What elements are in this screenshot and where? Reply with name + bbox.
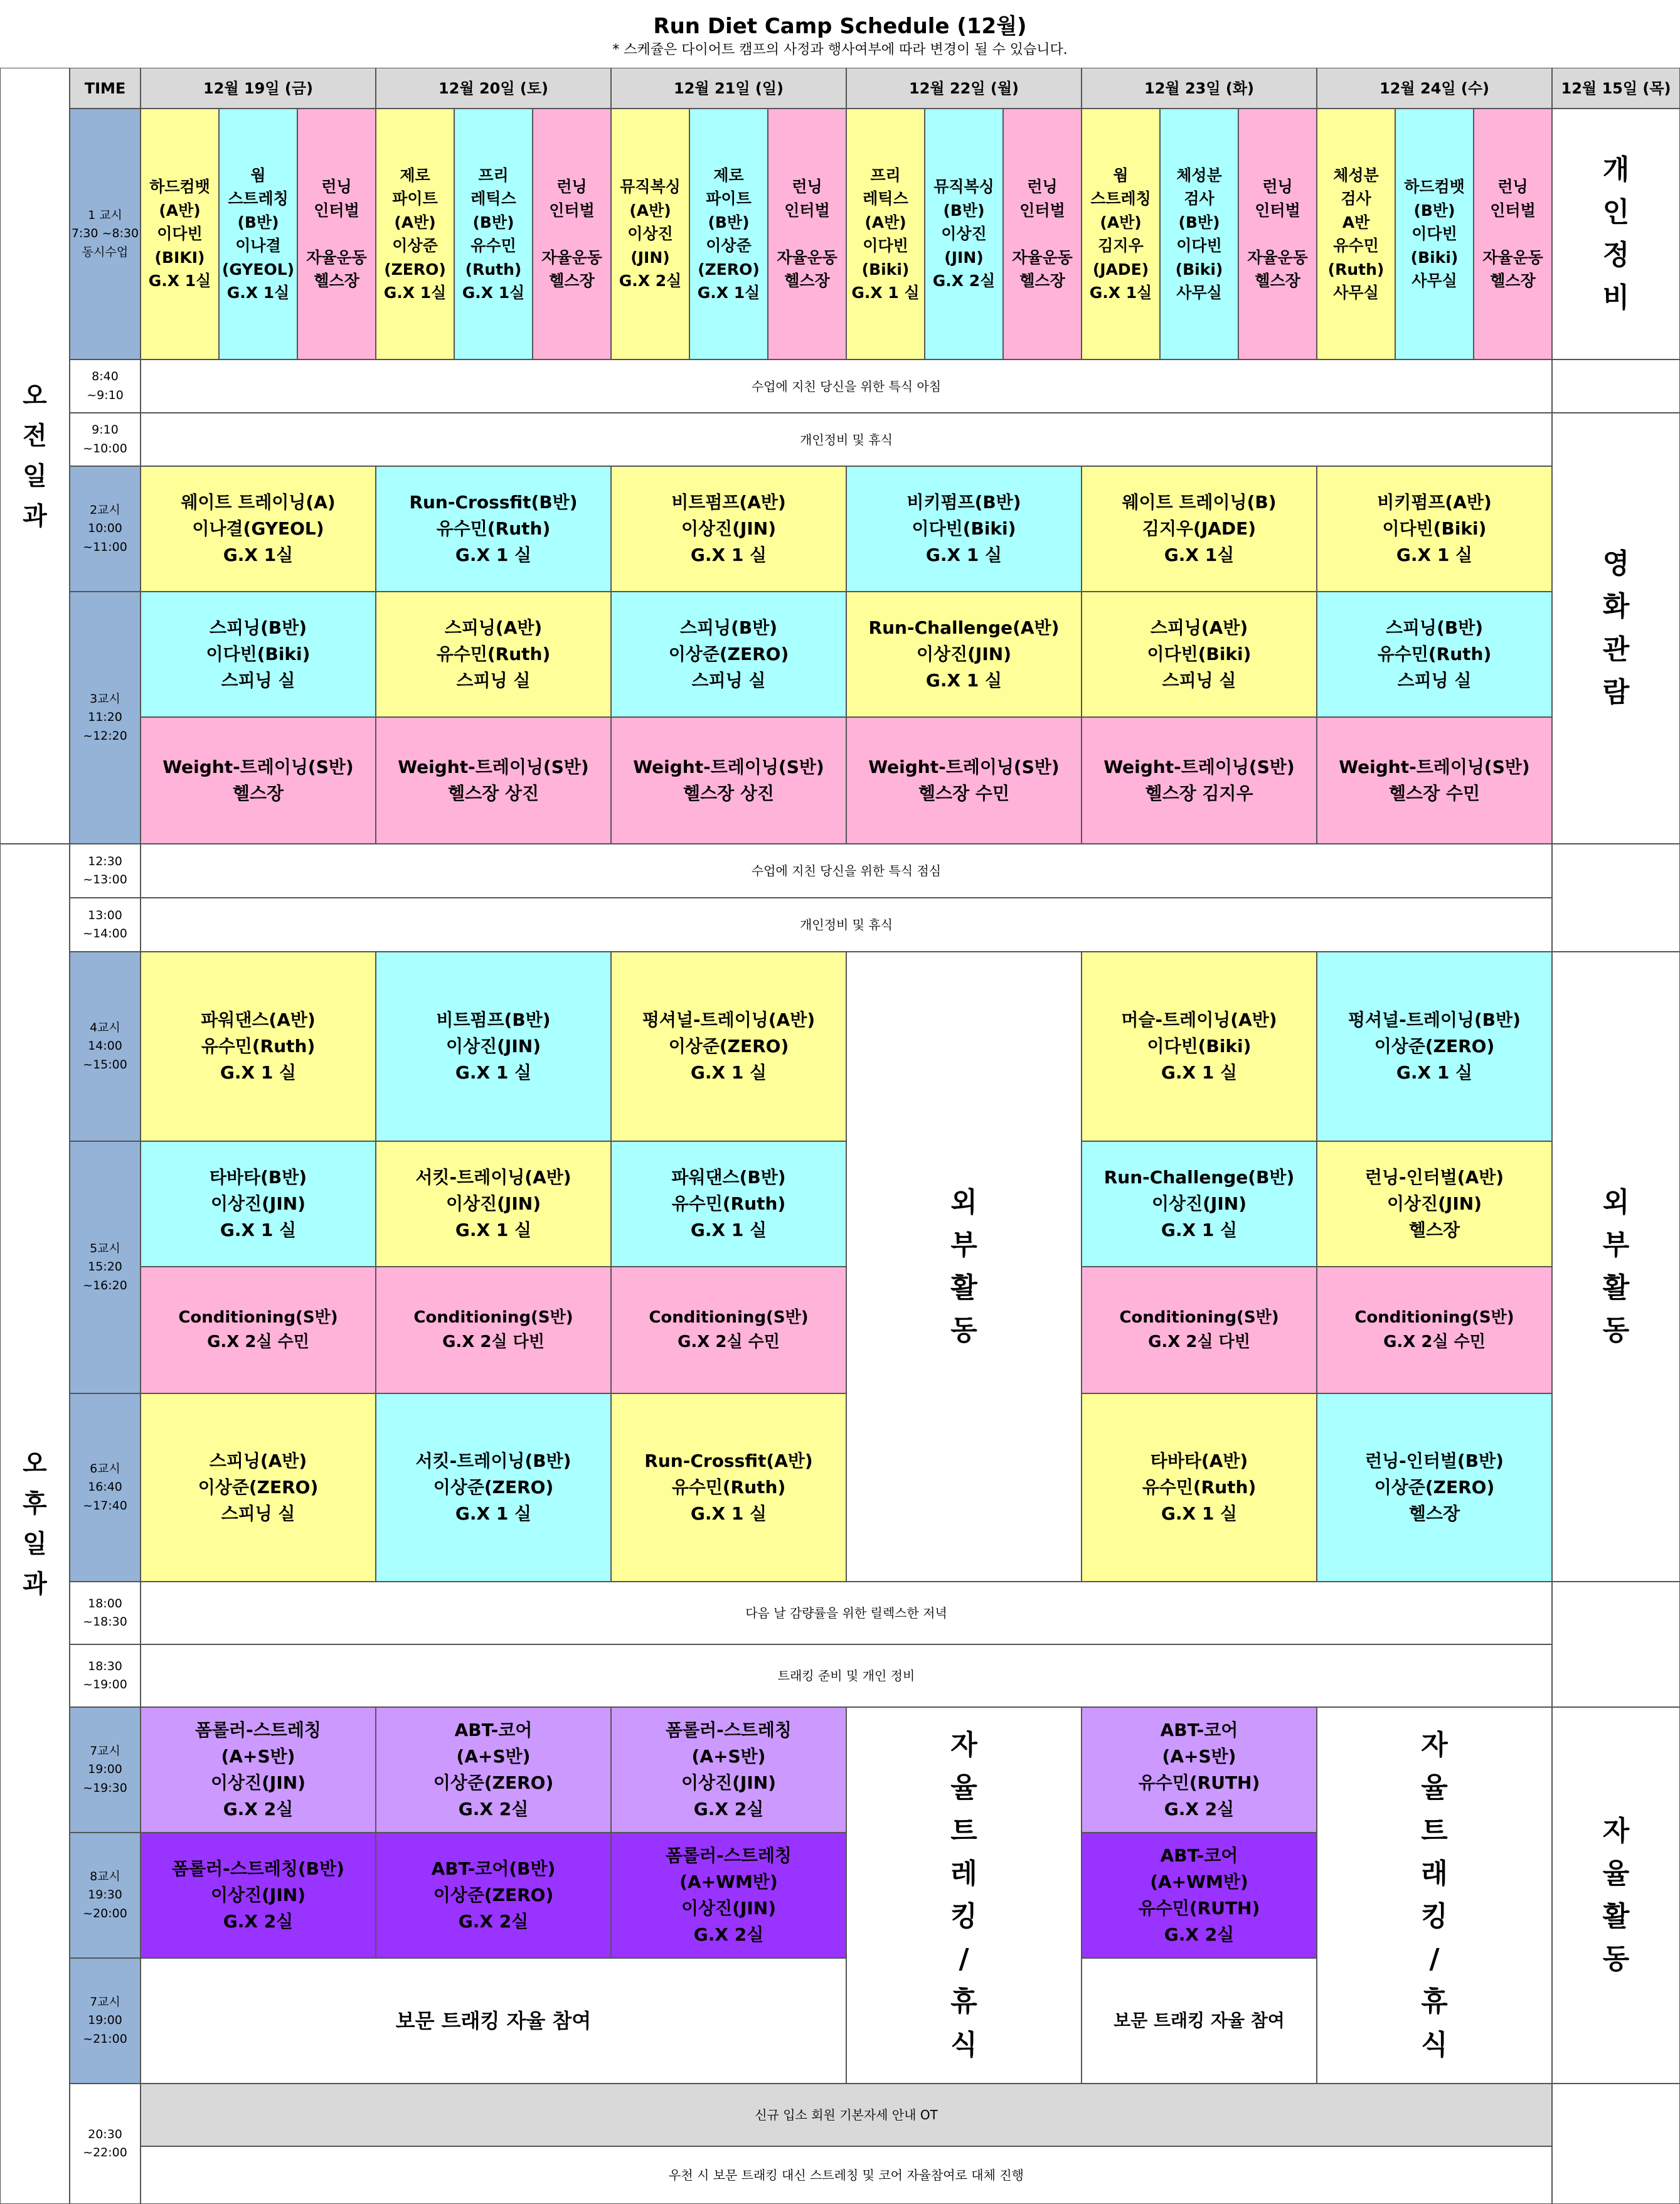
- class-cell: 비키펌프(B반) 이다빈(Biki) G.X 1 실: [846, 466, 1082, 592]
- rain-note: 우천 시 보문 트래킹 대신 스트레칭 및 코어 자율참여로 대체 진행: [141, 2146, 1552, 2204]
- class-cell: 스피닝(A반) 이다빈(Biki) 스피닝 실: [1082, 592, 1317, 717]
- class-cell: ABT-코어 (A+S반) 유수민(RUTH) G.X 2실: [1082, 1707, 1317, 1833]
- day-header: 12월 19일 (금): [141, 68, 376, 109]
- time-slot: 7교시 19:00 ~19:30: [70, 1707, 141, 1833]
- class-cell: Run-Challenge(A반) 이상진(JIN) G.X 1 실: [846, 592, 1082, 717]
- class-cell: 웨이트 트레이닝(A) 이나결(GYEOL) G.X 1실: [141, 466, 376, 592]
- class-cell: Weight-트레이닝(S반) 헬스장 김지우: [1082, 717, 1317, 844]
- class-cell: ABT-코어(B반) 이상준(ZERO) G.X 2실: [376, 1833, 611, 1958]
- class-cell: 웜 스트레칭 (B반) 이나결 (GYEOL) G.X 1실: [219, 109, 297, 359]
- class-cell: 런닝 인터벌 자율운동 헬스장: [768, 109, 846, 359]
- class-cell: 제로 파이트 (B반) 이상준 (ZERO) G.X 1실: [689, 109, 768, 359]
- class-cell: 스피닝(B반) 이상준(ZERO) 스피닝 실: [611, 592, 846, 717]
- rest-note: 개인정비 및 휴식: [141, 898, 1552, 952]
- time-slot: 18:30 ~19:00: [70, 1644, 141, 1707]
- class-cell: 스피닝(B반) 이다빈(Biki) 스피닝 실: [141, 592, 376, 717]
- orientation-note: 신규 입소 회원 기본자세 안내 OT: [141, 2084, 1552, 2146]
- page-subtitle: * 스케쥴은 다이어트 캠프의 사정과 행사여부에 따라 변경이 될 수 있습니다.: [612, 42, 1068, 58]
- class-cell: 런닝-인터벌(B반) 이상준(ZERO) 헬스장: [1317, 1393, 1552, 1582]
- class-cell: ABT-코어 (A+WM반) 유수민(RUTH) G.X 2실: [1082, 1833, 1317, 1958]
- outside-activity: 외 부 활 동: [846, 952, 1082, 1582]
- class-cell: 런닝 인터벌 자율운동 헬스장: [1238, 109, 1317, 359]
- day-header: 12월 23일 (화): [1082, 68, 1317, 109]
- trekking-cell: 보문 트래킹 자율 참여: [141, 1958, 846, 2084]
- class-cell: Weight-트레이닝(S반) 헬스장 상진: [611, 717, 846, 844]
- trekking-cell: 보문 트래킹 자율 참여: [1082, 1958, 1317, 2084]
- breakfast-note: 수업에 지친 당신을 위한 특식 아침: [141, 359, 1552, 413]
- free-activity: 자 율 활 동: [1552, 1707, 1680, 2084]
- class-cell: 스피닝(B반) 유수민(Ruth) 스피닝 실: [1317, 592, 1552, 717]
- class-cell: 체성분 검사 (B반) 이다빈 (Biki) 사무실: [1160, 109, 1238, 359]
- class-cell: 폼롤러-스트레칭 (A+WM반) 이상진(JIN) G.X 2실: [611, 1833, 846, 1958]
- class-cell: 제로 파이트 (A반) 이상준 (ZERO) G.X 1실: [376, 109, 454, 359]
- self-trekking-rest: 자 율 트 레 킹 / 휴 식: [846, 1707, 1082, 2084]
- class-cell: Conditioning(S반) G.X 2실 수민: [1317, 1267, 1552, 1393]
- time-slot: 12:30 ~13:00: [70, 844, 141, 898]
- schedule-grid: [0, 68, 1680, 2204]
- class-cell: 웜 스트레칭 (A반) 김지우 (JADE) G.X 1실: [1082, 109, 1160, 359]
- class-cell: Conditioning(S반) G.X 2실 수민: [141, 1267, 376, 1393]
- class-cell: 펑셔널-트레이닝(B반) 이상준(ZERO) G.X 1 실: [1317, 952, 1552, 1141]
- day-header: 12월 20일 (토): [376, 68, 611, 109]
- class-cell: 스피닝(A반) 이상준(ZERO) 스피닝 실: [141, 1393, 376, 1582]
- class-cell: 체성분 검사 A반 유수민 (Ruth) 사무실: [1317, 109, 1395, 359]
- class-cell: 런닝-인터벌(A반) 이상진(JIN) 헬스장: [1317, 1141, 1552, 1267]
- class-cell: 타바타(B반) 이상진(JIN) G.X 1 실: [141, 1141, 376, 1267]
- day-header: 12월 24일 (수): [1317, 68, 1552, 109]
- class-cell: 런닝 인터벌 자율운동 헬스장: [1474, 109, 1552, 359]
- session-afternoon: 오 후 일 과: [0, 844, 70, 2204]
- time-slot: 7교시 19:00 ~21:00: [70, 1958, 141, 2084]
- class-cell: 웨이트 트레이닝(B) 김지우(JADE) G.X 1실: [1082, 466, 1317, 592]
- time-slot: 3교시 11:20 ~12:20: [70, 592, 141, 844]
- class-cell: 비키펌프(A반) 이다빈(Biki) G.X 1 실: [1317, 466, 1552, 592]
- class-cell: 폼롤러-스트레칭(B반) 이상진(JIN) G.X 2실: [141, 1833, 376, 1958]
- class-cell: 런닝 인터벌 자율운동 헬스장: [533, 109, 611, 359]
- time-header: TIME: [70, 68, 141, 109]
- class-cell: Run-Crossfit(B반) 유수민(Ruth) G.X 1 실: [376, 466, 611, 592]
- class-cell: 타바타(A반) 유수민(Ruth) G.X 1 실: [1082, 1393, 1317, 1582]
- class-cell: 서킷-트레이닝(B반) 이상준(ZERO) G.X 1 실: [376, 1393, 611, 1582]
- class-cell: 파워댄스(B반) 유수민(Ruth) G.X 1 실: [611, 1141, 846, 1267]
- day-header: 12월 21일 (일): [611, 68, 846, 109]
- time-slot: 18:00 ~18:30: [70, 1582, 141, 1644]
- class-cell: 프리 레틱스 (B반) 유수민 (Ruth) G.X 1실: [454, 109, 533, 359]
- time-slot: 1 교시 7:30 ~8:30 동시수업: [70, 109, 141, 359]
- rest-note: 개인정비 및 휴식: [141, 413, 1552, 466]
- class-cell: Weight-트레이닝(S반) 헬스장: [141, 717, 376, 844]
- page-title: Run Diet Camp Schedule (12월): [653, 14, 1027, 39]
- time-slot: 4교시 14:00 ~15:00: [70, 952, 141, 1141]
- class-cell: 서킷-트레이닝(A반) 이상진(JIN) G.X 1 실: [376, 1141, 611, 1267]
- dinner-note: 다음 날 감량률을 위한 릴렉스한 저녁: [141, 1582, 1552, 1644]
- blank-cell: [1552, 1582, 1680, 1707]
- class-cell: Weight-트레이닝(S반) 헬스장 수민: [1317, 717, 1552, 844]
- class-cell: 비트펌프(A반) 이상진(JIN) G.X 1 실: [611, 466, 846, 592]
- class-cell: Conditioning(S반) G.X 2실 다빈: [1082, 1267, 1317, 1393]
- class-cell: 런닝 인터벌 자율운동 헬스장: [297, 109, 376, 359]
- blank-cell: [1552, 359, 1680, 413]
- time-slot: 9:10 ~10:00: [70, 413, 141, 466]
- class-cell: ABT-코어 (A+S반) 이상준(ZERO) G.X 2실: [376, 1707, 611, 1833]
- class-cell: 스피닝(A반) 유수민(Ruth) 스피닝 실: [376, 592, 611, 717]
- time-slot: 2교시 10:00 ~11:00: [70, 466, 141, 592]
- class-cell: 머슬-트레이닝(A반) 이다빈(Biki) G.X 1 실: [1082, 952, 1317, 1141]
- time-slot: 20:30 ~22:00: [70, 2084, 141, 2204]
- class-cell: Conditioning(S반) G.X 2실 다빈: [376, 1267, 611, 1393]
- class-cell: Run-Crossfit(A반) 유수민(Ruth) G.X 1 실: [611, 1393, 846, 1582]
- class-cell: Conditioning(S반) G.X 2실 수민: [611, 1267, 846, 1393]
- class-cell: 하드컴뱃 (A반) 이다빈 (BIKI) G.X 1실: [141, 109, 219, 359]
- time-slot: 8:40 ~9:10: [70, 359, 141, 413]
- class-cell: Run-Challenge(B반) 이상진(JIN) G.X 1 실: [1082, 1141, 1317, 1267]
- class-cell: 뮤직복싱 (A반) 이상진 (JIN) G.X 2실: [611, 109, 689, 359]
- class-cell: 런닝 인터벌 자율운동 헬스장: [1003, 109, 1082, 359]
- class-cell: 펑셔널-트레이닝(A반) 이상준(ZERO) G.X 1 실: [611, 952, 846, 1141]
- time-slot: 6교시 16:40 ~17:40: [70, 1393, 141, 1582]
- class-cell: Weight-트레이닝(S반) 헬스장 상진: [376, 717, 611, 844]
- trek-prep-note: 트래킹 준비 및 개인 정비: [141, 1644, 1552, 1707]
- blank-cell: [1552, 844, 1680, 952]
- class-cell: 뮤직복싱 (B반) 이상진 (JIN) G.X 2실: [925, 109, 1003, 359]
- class-cell: 파워댄스(A반) 유수민(Ruth) G.X 1 실: [141, 952, 376, 1141]
- class-cell: 폼롤러-스트레칭 (A+S반) 이상진(JIN) G.X 2실: [141, 1707, 376, 1833]
- class-cell: 비트펌프(B반) 이상진(JIN) G.X 1 실: [376, 952, 611, 1141]
- blank-cell: [1552, 2084, 1680, 2204]
- day-header: 12월 22일 (월): [846, 68, 1082, 109]
- time-slot: 5교시 15:20 ~16:20: [70, 1141, 141, 1393]
- session-morning: 오 전 일 과: [0, 68, 70, 844]
- outside-activity: 외 부 활 동: [1552, 952, 1680, 1582]
- class-cell: 하드컴뱃 (B반) 이다빈 (Biki) 사무실: [1395, 109, 1474, 359]
- time-slot: 8교시 19:30 ~20:00: [70, 1833, 141, 1958]
- time-slot: 13:00 ~14:00: [70, 898, 141, 952]
- class-cell: 프리 레틱스 (A반) 이다빈 (Biki) G.X 1 실: [846, 109, 925, 359]
- self-trekking-rest: 자 율 트 래 킹 / 휴 식: [1317, 1707, 1552, 2084]
- day-header: 12월 15일 (목): [1552, 68, 1680, 109]
- movie-watching: 영 화 관 람: [1552, 413, 1680, 844]
- personal-maintenance: 개 인 정 비: [1552, 109, 1680, 359]
- class-cell: Weight-트레이닝(S반) 헬스장 수민: [846, 717, 1082, 844]
- class-cell: 폼롤러-스트레칭 (A+S반) 이상진(JIN) G.X 2실: [611, 1707, 846, 1833]
- lunch-note: 수업에 지친 당신을 위한 특식 점심: [141, 844, 1552, 898]
